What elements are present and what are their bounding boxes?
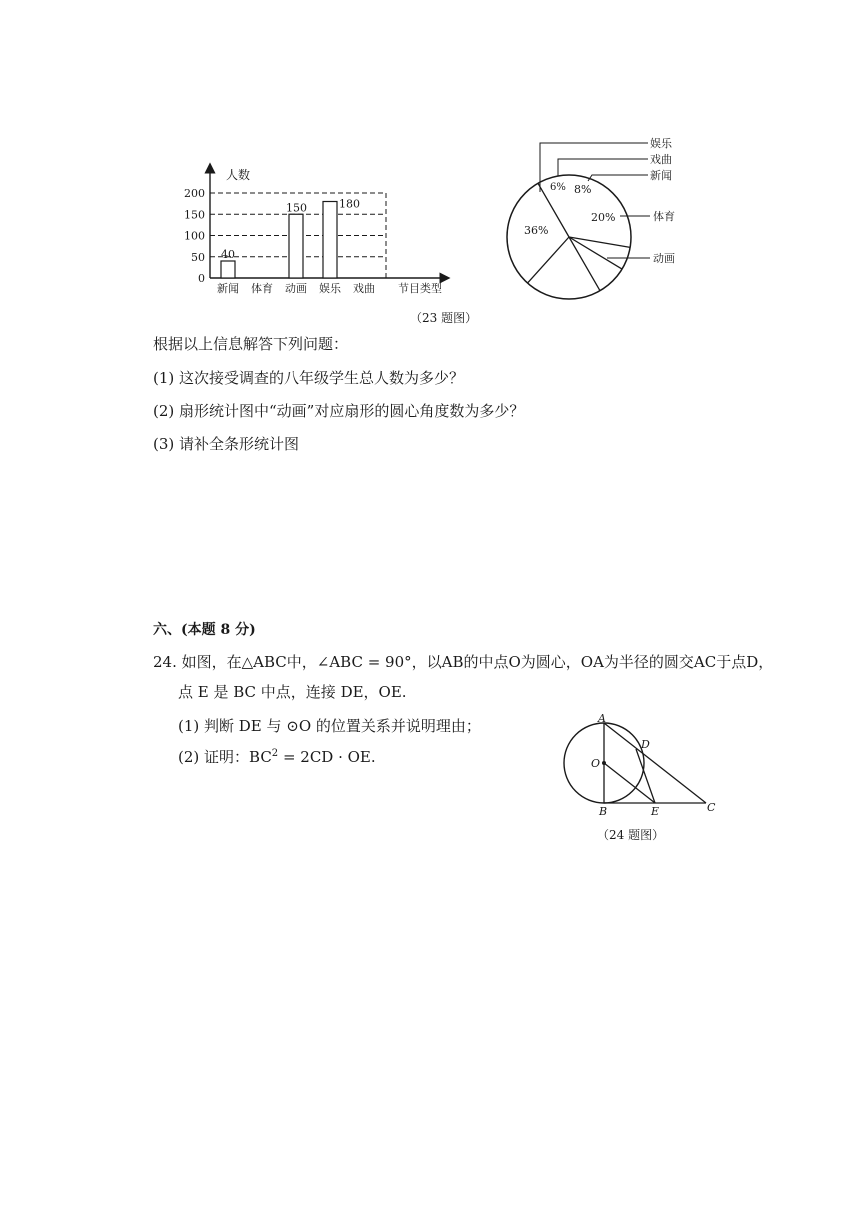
bar-category-label: 娱乐 bbox=[319, 282, 341, 295]
bar-value-label: 150 bbox=[286, 201, 307, 215]
q23-part-1: (1) 这次接受调查的八年级学生总人数为多少？ bbox=[153, 369, 465, 387]
legend-yule: 娱乐 bbox=[650, 137, 672, 150]
geometry-figure bbox=[560, 712, 720, 817]
q23-intro: 根据以上信息解答下列问题： bbox=[153, 335, 349, 353]
center-point-o bbox=[602, 761, 606, 765]
q24-part-2-exponent: 2 bbox=[271, 748, 279, 759]
q23-caption: （23 题图） bbox=[410, 311, 478, 325]
bar-category-label: 体育 bbox=[251, 282, 273, 295]
q24-part-2-prefix: (2) 证明：BC bbox=[178, 748, 272, 766]
label-c: C bbox=[707, 801, 716, 814]
bar-value-label: 180 bbox=[339, 197, 360, 211]
bar-y-tick: 200 bbox=[184, 187, 205, 200]
legend-donghua: 动画 bbox=[653, 252, 675, 265]
label-d: D bbox=[641, 738, 650, 751]
leader-xinwen bbox=[588, 175, 648, 181]
q24-caption: （24 题图） bbox=[597, 828, 665, 842]
pct-xinwen: 8% bbox=[574, 183, 592, 196]
q24-part-1: (1) 判断 DE 与 ⊙O 的位置关系并说明理由； bbox=[178, 717, 481, 735]
q24-part-2-suffix: = 2CD · OE. bbox=[278, 748, 376, 766]
pct-tiyu: 20% bbox=[591, 211, 616, 224]
bar-y-tick: 150 bbox=[184, 208, 205, 222]
legend-tiyu: 体育 bbox=[653, 210, 675, 223]
bar bbox=[289, 214, 303, 278]
pct-xiqu: 6% bbox=[550, 182, 566, 193]
pie-chart bbox=[500, 133, 690, 303]
bar-value-label: 40 bbox=[221, 248, 235, 261]
label-a: A bbox=[598, 712, 606, 725]
q23-part-3: (3) 请补全条形统计图 bbox=[153, 435, 300, 453]
bar-category-label: 动画 bbox=[285, 282, 307, 295]
bar bbox=[323, 202, 337, 279]
pie-slice-boundary bbox=[528, 237, 569, 283]
q23-part-2: (2) 扇形统计图中“动画”对应扇形的圆心角度数为多少？ bbox=[153, 402, 525, 420]
leader-xiqu bbox=[558, 159, 648, 176]
q24-stem-line-2: 点 E 是 BC 中点，连接 DE，OE. bbox=[178, 683, 407, 701]
label-e: E bbox=[651, 805, 660, 817]
pie-slice-boundary bbox=[569, 237, 600, 291]
bar bbox=[221, 261, 235, 278]
pct-yule: 36% bbox=[524, 224, 549, 237]
label-b: B bbox=[599, 805, 608, 817]
label-o: O bbox=[591, 757, 601, 770]
legend-xiqu: 戏曲 bbox=[650, 153, 672, 166]
legend-xinwen: 新闻 bbox=[650, 169, 672, 182]
bar-y-tick: 50 bbox=[191, 250, 205, 264]
bar-category-label: 新闻 bbox=[217, 282, 239, 295]
section-6-title: 六、(本题 8 分) bbox=[153, 622, 256, 638]
bar-chart bbox=[170, 158, 460, 303]
bar-x-axis-label: 节目类型 bbox=[398, 282, 442, 295]
bar-y-tick: 100 bbox=[184, 229, 205, 243]
segment-ac bbox=[604, 723, 706, 803]
bar-y-tick: 0 bbox=[198, 272, 205, 285]
bar-category-label: 戏曲 bbox=[353, 282, 375, 295]
q24-stem-line-1: 24. 如图，在△ABC中，∠ABC = 90°，以AB的中点O为圆心，OA为半径的圆交AC于点D， bbox=[153, 653, 774, 671]
q24-part-2 bbox=[178, 746, 376, 767]
bar-y-axis-label: 人数 bbox=[226, 168, 251, 182]
